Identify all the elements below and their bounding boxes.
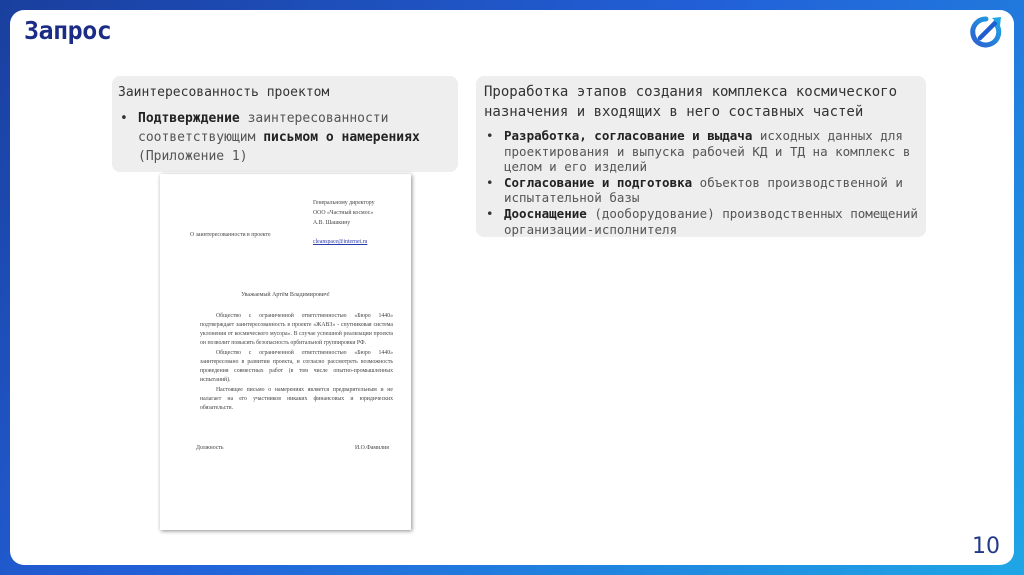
stages-card [476,76,926,237]
letter-greeting: Уважаемый Артём Владимирович! [241,292,330,298]
letter-email: cleanspace@internet.ru [313,239,368,245]
letter-body [200,312,393,414]
rocket-orbit-icon [968,14,1004,50]
letter-paragraph: Настоящее письмо о намерениях является предварительным и не налагает на его участников никаких финансовых и юридических обязательств. [200,387,393,411]
letter-sign-position: Должность [196,445,224,451]
page-title: Запрос [24,16,112,45]
interest-heading: Заинтересованность проектом [118,85,330,100]
slide [10,10,1014,565]
list-item: • Дооснащение (дооборудование) производственных помещений организации-исполнителя [486,205,918,237]
list-item: • Подтверждение заинтересованности соответствующим письмом о намерениях (Приложение 1) [120,111,420,164]
letter-sign-name: И.О.Фамилия [355,445,389,451]
list-item: • Разработка, согласование и выдача исходных данных для проектирования и выпуска рабочей КД и ТД на комплекс в целом и его изделий [486,128,911,175]
letter-paragraph: Общество с ограниченной ответственностью «Бюро 1440» заинтересовано в развитии проекта, и согласно рассмотреть возможность проведения совместных работ (в том числе опытно-промышленных испытаний). [200,350,393,383]
letter-paragraph: Общество с ограниченной ответственностью «Бюро 1440» подтверждает заинтересованность в проекте «ЖАВЗ» - спутниковая система уклонения от космического мусора». В случае успешной реализации проекта он позволит повысить безопасность орбитальной группировки РФ. [200,313,393,346]
letter-subject: О заинтересованности в проекте [190,232,271,238]
letter-addressee: Генеральному директору ООО «Частный космос» А.В. Шашкину cleanspace@internet.ru [313,198,408,247]
stages-heading: Проработка этапов создания комплекса космического назначения и входящих в него составных частей [484,84,898,120]
list-item: • Согласование и подготовка объектов производственной и испытательной базы [486,174,903,206]
bullet-icon: • [120,111,128,126]
letter-of-intent [160,174,411,530]
bullet-icon: • [486,205,494,221]
page-number: 10 [972,534,1000,559]
interest-card [112,76,458,172]
bullet-icon: • [486,128,494,143]
bullet-icon: • [486,174,494,190]
